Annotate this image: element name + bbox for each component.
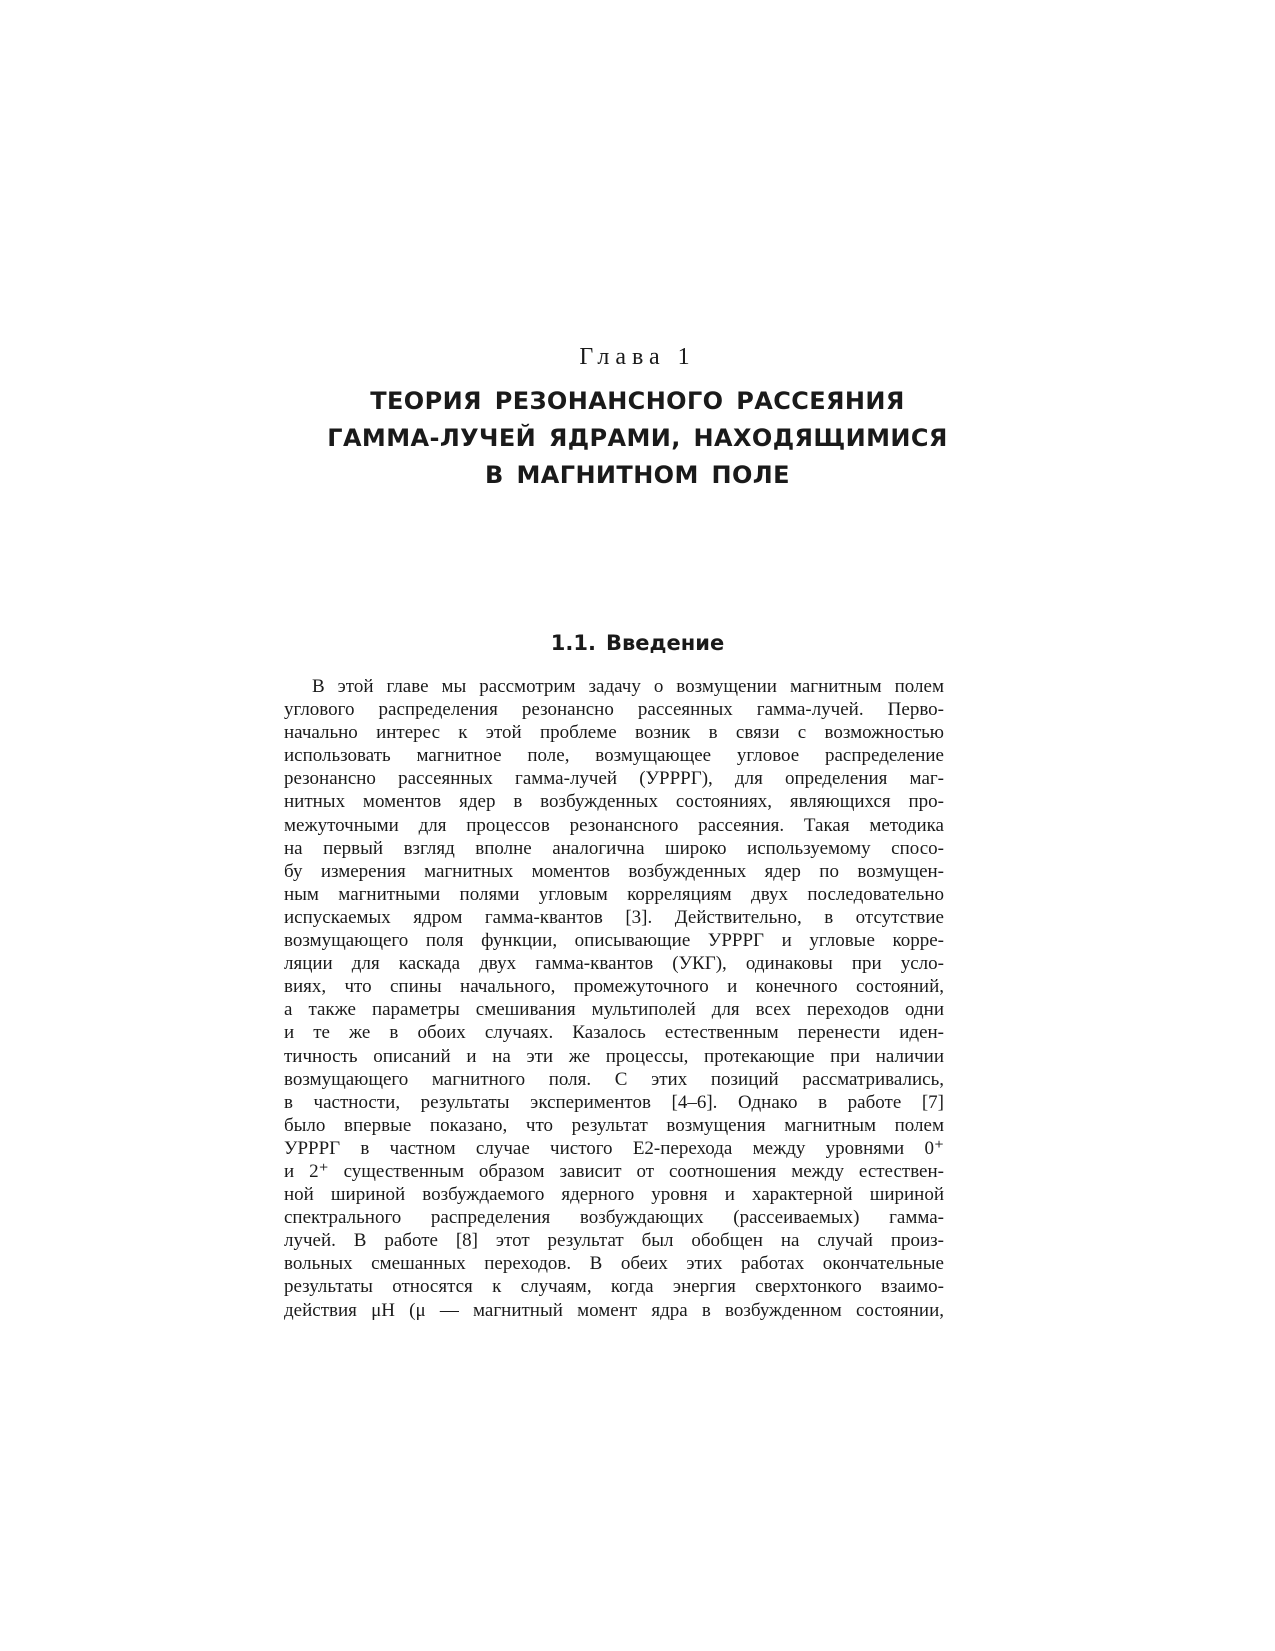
body-line: испускаемых ядром гамма-квантов [3]. Действительно, в отсутствие [284, 906, 944, 928]
body-line: В этой главе мы рассмотрим задачу о возмущении магнитным полем [312, 676, 944, 697]
section-number: 1.1. [550, 631, 596, 655]
body-line: тичность описаний и на эти же процессы, протекающие при наличии [284, 1045, 944, 1067]
section-heading [0, 628, 1275, 658]
body-line: вольных смешанных переходов. В обеих этих работах окончательные [284, 1253, 944, 1275]
body-line: было впервые показано, что результат возмущения магнитным полем [284, 1114, 944, 1136]
body-line: возмущающего магнитного поля. С этих позиций рассматривались, [284, 1068, 944, 1090]
chapter-title-line: ТЕОРИЯ РЕЗОНАНСНОГО РАССЕЯНИЯ [370, 387, 905, 415]
chapter-label: Глава 1 [579, 344, 696, 370]
body-line: использовать магнитное поле, возмущающее угловое распределение [284, 745, 944, 767]
body-line: результаты относятся к случаям, когда энергия сверхтонкого взаимо- [284, 1276, 944, 1298]
chapter-title-line: В МАГНИТНОМ ПОЛЕ [485, 461, 790, 489]
body-line: резонансно рассеянных гамма-лучей (УРРРГ), для определения маг- [284, 768, 944, 790]
chapter-title [0, 383, 1275, 494]
chapter-title-line: ГАММА-ЛУЧЕЙ ЯДРАМИ, НАХОДЯЩИМИСЯ [327, 424, 948, 452]
body-line: межуточными для процессов резонансного рассеяния. Такая методика [284, 814, 944, 836]
body-line: виях, что спины начального, промежуточного и конечного состояний, [284, 976, 944, 998]
section-title: Введение [605, 631, 725, 655]
body-line: лучей. В работе [8] этот результат был обобщен на случай произ- [284, 1230, 944, 1252]
body-line: ляции для каскада двух гамма-квантов (УКГ), одинаковы при усло- [284, 953, 944, 975]
body-line: бу измерения магнитных моментов возбужденных ядер по возмущен- [284, 860, 944, 882]
body-line: и 2⁺ существенным образом зависит от соотношения между естествен- [284, 1160, 944, 1182]
body-line: в частности, результаты экспериментов [4–6]. Однако в работе [7] [284, 1091, 944, 1113]
body-line: УРРРГ в частном случае чистого E2-перехода между уровнями 0⁺ [284, 1137, 944, 1159]
body-line: углового распределения резонансно рассеянных гамма-лучей. Перво- [284, 699, 944, 721]
body-line: ным магнитными полями угловым корреляциям двух последовательно [284, 883, 944, 905]
body-line: возмущающего поля функции, описывающие УРРРГ и угловые корре- [284, 930, 944, 952]
body-line: нитных моментов ядер в возбужденных состояниях, являющихся про- [284, 791, 944, 813]
body-line: ной шириной возбуждаемого ядерного уровня и характерной шириной [284, 1184, 944, 1206]
body-line: и те же в обоих случаях. Казалось естественным перенести иден- [284, 1022, 944, 1044]
body-line: спектрального распределения возбуждающих (рассеиваемых) гамма- [284, 1207, 944, 1229]
body-line: начально интерес к этой проблеме возник в связи с возможностью [284, 722, 944, 744]
body-line: действия μH (μ — магнитный момент ядра в возбужденном состоянии, [284, 1299, 944, 1321]
body-paragraph [284, 675, 944, 1322]
body-line: на первый взгляд вполне аналогична широко используемому спосо- [284, 837, 944, 859]
body-line: а также параметры смешивания мультиполей для всех переходов одни [284, 999, 944, 1021]
